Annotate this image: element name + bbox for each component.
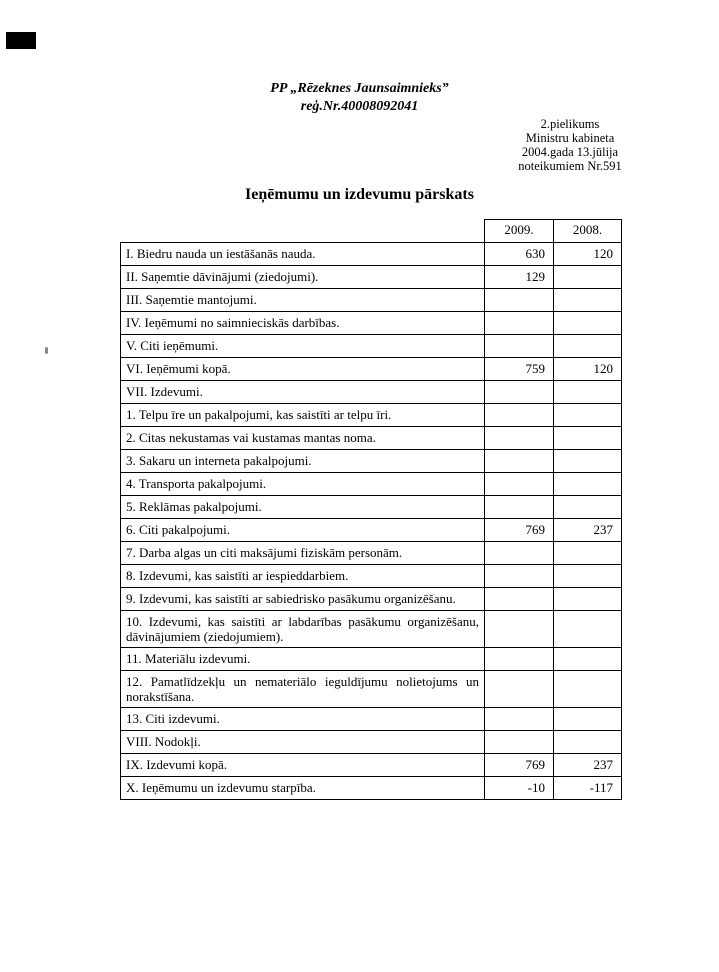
- table-row: [121, 312, 622, 335]
- table-row: [121, 381, 622, 404]
- row-label: 13. Citi izdevumi.: [121, 708, 485, 731]
- row-label: 2. Citas nekustamas vai kustamas mantas noma.: [121, 427, 485, 450]
- row-value-2009: 769: [485, 519, 554, 542]
- row-label: X. Ieņēmumu un izdevumu starpība.: [121, 777, 485, 800]
- row-value-2009: [485, 450, 554, 473]
- table-row: [121, 754, 622, 777]
- row-value-2008: [554, 381, 622, 404]
- table-row: [121, 243, 622, 266]
- table-row: [121, 777, 622, 800]
- row-value-2008: 120: [554, 358, 622, 381]
- annex-line: Ministru kabineta: [525, 131, 615, 145]
- organization-block: [0, 80, 719, 116]
- table-row: [121, 335, 622, 358]
- row-value-2008: [554, 542, 622, 565]
- row-value-2008: 237: [554, 519, 622, 542]
- row-label: 7. Darba algas un citi maksājumi fiziskām personām.: [121, 542, 485, 565]
- row-value-2008: [554, 312, 622, 335]
- column-header-2008: 2008.: [554, 220, 622, 243]
- row-value-2009: [485, 496, 554, 519]
- row-label: 5. Reklāmas pakalpojumi.: [121, 496, 485, 519]
- row-value-2009: [485, 381, 554, 404]
- row-value-2009: [485, 289, 554, 312]
- table-row: [121, 519, 622, 542]
- row-value-2009: [485, 335, 554, 358]
- table-row: [121, 427, 622, 450]
- table-row: [121, 542, 622, 565]
- row-value-2008: [554, 335, 622, 358]
- row-label: VII. Izdevumi.: [121, 381, 485, 404]
- table-header-spacer: [121, 220, 485, 243]
- table-row: [121, 266, 622, 289]
- table-row: [121, 611, 622, 648]
- table-row: [121, 450, 622, 473]
- row-label: 10. Izdevumi, kas saistīti ar labdarības pasākumu organizēšanu, dāvinājumiem (ziedojumiem).: [121, 611, 485, 648]
- row-value-2008: [554, 266, 622, 289]
- table-row: [121, 648, 622, 671]
- table-row: [121, 565, 622, 588]
- row-value-2008: [554, 427, 622, 450]
- table-row: [121, 404, 622, 427]
- annex-note: [470, 117, 670, 173]
- row-value-2008: [554, 731, 622, 754]
- row-value-2008: [554, 671, 622, 708]
- row-label: V. Citi ieņēmumi.: [121, 335, 485, 358]
- table-row: [121, 358, 622, 381]
- organization-reg-number: reģ.Nr.40008092041: [300, 99, 419, 114]
- row-value-2008: [554, 588, 622, 611]
- row-label: VI. Ieņēmumi kopā.: [121, 358, 485, 381]
- row-value-2009: [485, 648, 554, 671]
- row-value-2008: 237: [554, 754, 622, 777]
- row-label: 8. Izdevumi, kas saistīti ar iespieddarbiem.: [121, 565, 485, 588]
- row-value-2009: 759: [485, 358, 554, 381]
- row-value-2008: -117: [554, 777, 622, 800]
- row-value-2009: [485, 427, 554, 450]
- row-label: 3. Sakaru un interneta pakalpojumi.: [121, 450, 485, 473]
- annex-line: 2.pielikums: [540, 117, 600, 131]
- row-label: IV. Ieņēmumi no saimnieciskās darbības.: [121, 312, 485, 335]
- row-label: II. Saņemtie dāvinājumi (ziedojumi).: [121, 266, 485, 289]
- row-value-2009: 769: [485, 754, 554, 777]
- row-value-2008: [554, 565, 622, 588]
- row-value-2009: [485, 731, 554, 754]
- row-value-2008: [554, 611, 622, 648]
- table-row: [121, 496, 622, 519]
- row-value-2009: [485, 671, 554, 708]
- table-row: [121, 731, 622, 754]
- row-value-2009: [485, 611, 554, 648]
- row-label: IX. Izdevumi kopā.: [121, 754, 485, 777]
- row-value-2009: [485, 404, 554, 427]
- row-value-2008: 120: [554, 243, 622, 266]
- scan-artifact-speck: [45, 347, 48, 354]
- row-value-2009: [485, 565, 554, 588]
- row-value-2008: [554, 648, 622, 671]
- annex-line: noteikumiem Nr.591: [518, 159, 622, 173]
- report-table: [120, 219, 622, 800]
- row-value-2008: [554, 450, 622, 473]
- table-row: [121, 289, 622, 312]
- row-label: 9. Izdevumi, kas saistīti ar sabiedrisko pasākumu organizēšanu.: [121, 588, 485, 611]
- row-value-2009: 630: [485, 243, 554, 266]
- row-label: 11. Materiālu izdevumi.: [121, 648, 485, 671]
- row-label: 12. Pamatlīdzekļu un nemateriālo ieguldījumu nolietojums un norakstīšana.: [121, 671, 485, 708]
- scan-artifact-corner: [6, 32, 36, 49]
- report-table-body: [121, 243, 622, 800]
- report-title: Ieņēmumu un izdevumu pārskats: [245, 186, 474, 203]
- row-value-2009: [485, 542, 554, 565]
- row-value-2008: [554, 708, 622, 731]
- row-value-2009: [485, 588, 554, 611]
- row-value-2008: [554, 289, 622, 312]
- row-label: III. Saņemtie mantojumi.: [121, 289, 485, 312]
- row-value-2008: [554, 404, 622, 427]
- row-label: 1. Telpu īre un pakalpojumi, kas saistīti ar telpu īri.: [121, 404, 485, 427]
- row-value-2008: [554, 473, 622, 496]
- row-label: I. Biedru nauda un iestāšanās nauda.: [121, 243, 485, 266]
- row-value-2009: [485, 708, 554, 731]
- row-label: 6. Citi pakalpojumi.: [121, 519, 485, 542]
- table-row: [121, 708, 622, 731]
- row-value-2008: [554, 496, 622, 519]
- organization-name: PP „Rēzeknes Jaunsaimnieks”: [270, 81, 449, 96]
- table-row: [121, 671, 622, 708]
- table-row: [121, 473, 622, 496]
- row-value-2009: [485, 473, 554, 496]
- table-header-row: [121, 220, 622, 243]
- row-value-2009: [485, 312, 554, 335]
- row-label: VIII. Nodokļi.: [121, 731, 485, 754]
- table-row: [121, 588, 622, 611]
- annex-line: 2004.gada 13.jūlija: [521, 145, 619, 159]
- row-label: 4. Transporta pakalpojumi.: [121, 473, 485, 496]
- row-value-2009: 129: [485, 266, 554, 289]
- row-value-2009: -10: [485, 777, 554, 800]
- column-header-2009: 2009.: [485, 220, 554, 243]
